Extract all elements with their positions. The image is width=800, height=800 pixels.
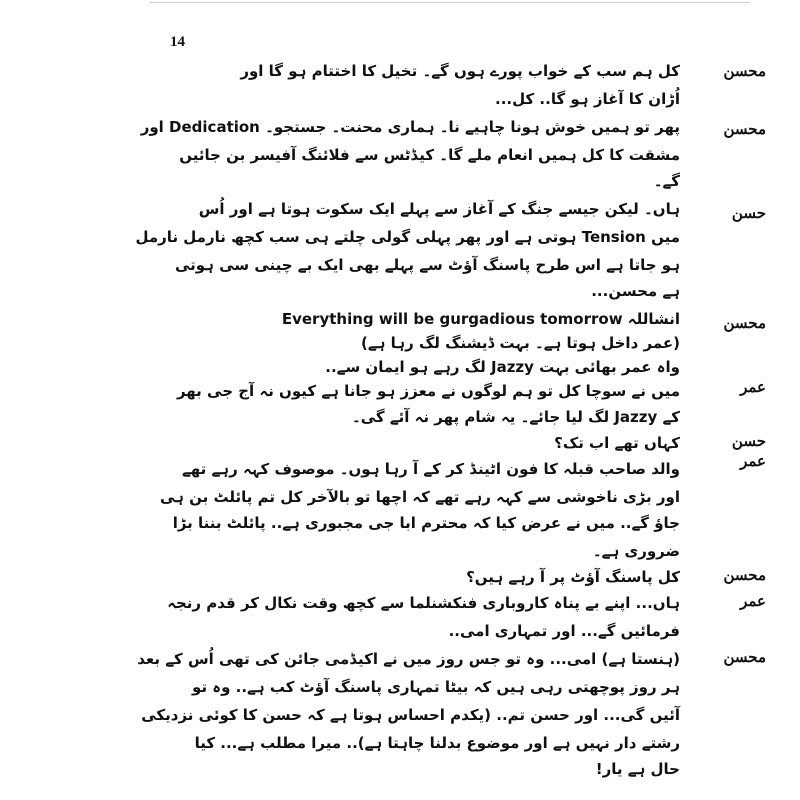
text-line: ہاں۔ لیکن جیسے جنگ کے آغاز سے پہلے ایک سکوت ہوتا ہے اور اُس [198,200,680,218]
text-line: میں Tension ہوتی ہے اور پھر پہلی گولی چلتے ہی سب کچھ نارمل نارمل [135,228,680,246]
text-line: والد صاحب قبلہ کا فون اٹینڈ کر کے آ رہا ہوں۔ موصوف کہہ رہے تھے [181,460,680,478]
speaker-name: حسن [731,204,766,222]
text-line: فرمائیں گے... اور تمہاری امی.. [448,622,680,640]
text-line: اور بڑی ناخوشی سے کہہ رہے تھے کہ اچھا تو بالآخر کل تم پائلٹ بن ہی [159,488,680,506]
speaker-name: محسن [723,566,766,584]
text-line: کے Jazzy لگ لیا جائے۔ یہ شام پھر نہ آئے گی۔ [351,408,680,426]
speaker-name: محسن [723,648,766,666]
text-line: (عمر داخل ہوتا ہے۔ بہت ڈیشنگ لگ رہا ہے) [361,334,680,352]
text-line: حال ہے یار! [595,760,680,778]
text-line: ضروری ہے۔ [592,542,680,560]
text-line: واہ عمر بھائی بہت Jazzy لگ رہے ہو ایمان سے.. [325,358,680,376]
speaker-name: محسن [723,314,766,332]
text-line: کہاں تھے اب تک؟ [554,434,680,452]
text-line: میں نے سوچا کل تو ہم لوگوں نے معزز ہو جانا ہے کیوں نہ آج جی بھر [176,382,680,400]
speaker-name: محسن [723,120,766,138]
page-number: 14 [170,34,185,50]
speaker-name: عمر [740,592,766,610]
top-rule [150,2,750,3]
text-line: اُڑان کا آغاز ہو گا.. کل... [495,90,680,108]
text-line: کل پاسنگ آؤٹ پر آ رہے ہیں؟ [466,568,680,586]
text-line: مشقت کا کل ہمیں انعام ملے گا۔ کیڈٹس سے فلائنگ آفیسر بن جائیں [179,146,680,164]
speaker-name: عمر [740,378,766,396]
text-line: گے۔ [653,172,680,190]
text-line: ہاں... اپنے بے پناہ کاروباری فنکشنلما سے کچھ وقت نکال کر قدم رنجہ [167,594,680,612]
text-line: (ہنستا ہے) امی... وہ تو جس روز میں نے اکیڈمی جائن کی تھی اُس کے بعد [137,650,680,668]
speaker-name: عمر [740,452,766,470]
text-line: رشتے دار نہیں ہے اور موضوع بدلنا چاہتا ہے).. میرا مطلب ہے... کیا [194,734,680,752]
text-line: کل ہم سب کے خواب پورے ہوں گے۔ تخیل کا اختتام ہو گا اور [240,62,680,80]
speaker-name: حسن [731,432,766,450]
text-line: جاؤ گے.. میں نے عرض کیا کہ محترم ابا جی مجبوری ہے.. پائلٹ بننا بڑا [172,514,680,532]
text-line: آئیں گی... اور حسن تم.. (یکدم احساس ہوتا ہے کہ حسن کا کوئی نزدیکی [141,706,680,724]
text-line: ہر روز پوچھتی رہی ہیں کہ بیٹا تمہاری پاسنگ آؤٹ کب ہے.. وہ تو [192,678,680,696]
text-line: ہو جاتا ہے اس طرح پاسنگ آؤٹ سے پہلے بھی ایک بے چینی سی ہوتی [174,256,680,274]
text-line: پھر تو ہمیں خوش ہونا چاہیے نا۔ ہماری محنت۔ جستجو۔ Dedication اور [140,118,680,136]
speaker-name: محسن [723,62,766,80]
text-line: ہے محسن... [591,282,680,300]
text-line: انشاللہ Everything will be gurgadious tomorrow [281,310,680,328]
